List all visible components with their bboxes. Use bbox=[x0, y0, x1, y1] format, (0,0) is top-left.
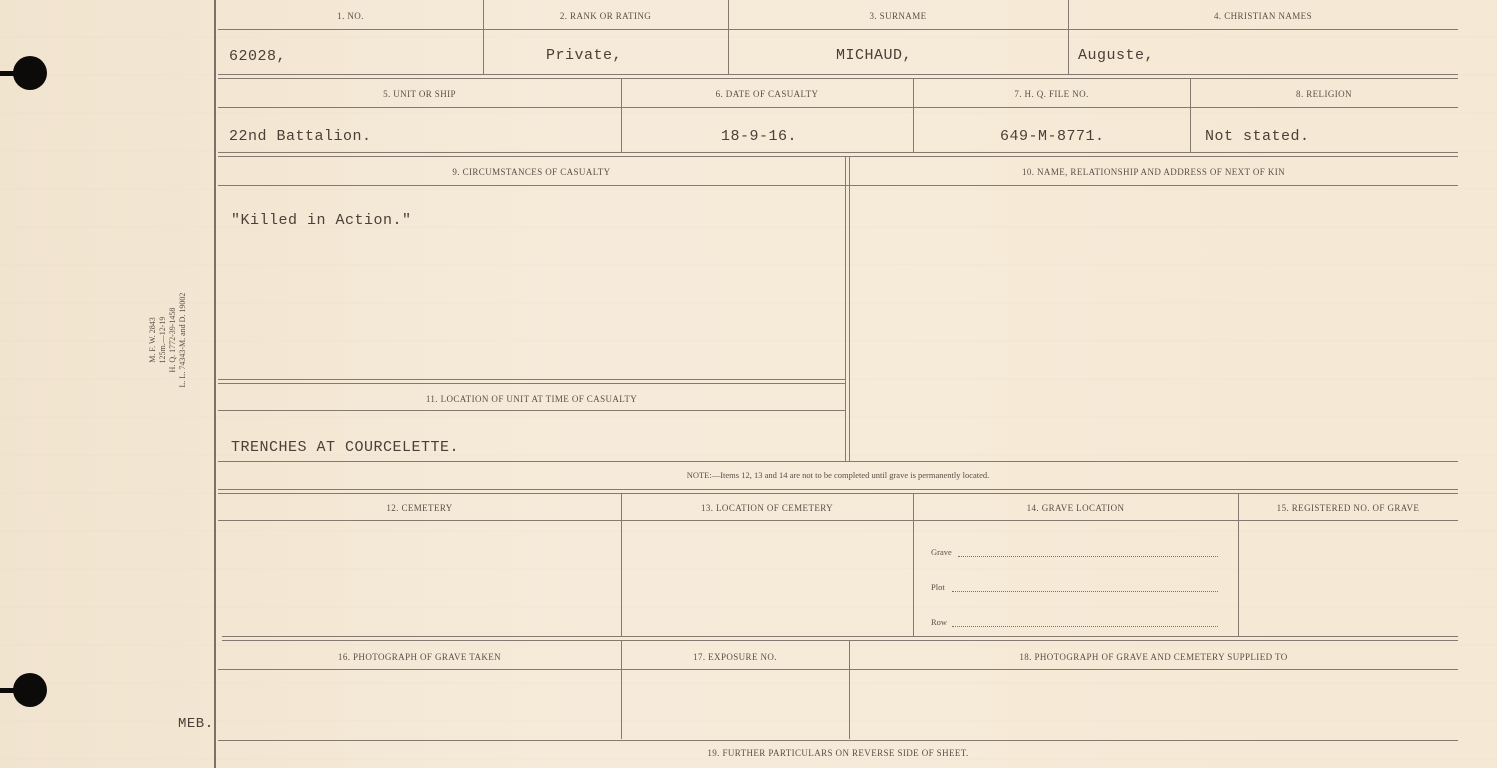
rule bbox=[849, 156, 850, 461]
value-religion: Not stated. bbox=[1205, 128, 1310, 145]
clerk-initials: MEB. bbox=[178, 716, 214, 732]
value-hq-file: 649-M-8771. bbox=[1000, 128, 1105, 145]
value-surname: MICHAUD, bbox=[836, 47, 913, 64]
value-christian-names: Auguste, bbox=[1078, 47, 1155, 64]
value-no: 62028, bbox=[229, 48, 287, 65]
value-circumstances: "Killed in Action." bbox=[231, 212, 412, 229]
header-photo-supplied: 18. PHOTOGRAPH OF GRAVE AND CEMETERY SUPPLIED TO bbox=[1019, 652, 1288, 662]
header-grave-location: 14. GRAVE LOCATION bbox=[1026, 503, 1125, 513]
rule bbox=[218, 410, 845, 411]
dotted-line bbox=[952, 590, 1218, 592]
printer-code-line: H. Q. 1772-39-1458 bbox=[168, 307, 177, 373]
rule bbox=[218, 520, 1458, 521]
header-surname: 3. SURNAME bbox=[869, 11, 927, 21]
header-next-of-kin: 10. NAME, RELATIONSHIP AND ADDRESS OF NEXT OF KIN bbox=[1021, 167, 1286, 177]
rule bbox=[218, 461, 1458, 462]
dotted-line bbox=[958, 555, 1218, 557]
header-location-cemetery: 13. LOCATION OF CEMETERY bbox=[700, 503, 834, 513]
rule bbox=[218, 74, 1458, 79]
header-registered-no: 15. REGISTERED NO. OF GRAVE bbox=[1276, 503, 1420, 513]
printer-code-line: L. L. 74343-M. and D. 19002 bbox=[178, 292, 187, 388]
rule bbox=[218, 29, 1458, 30]
header-no: 1. NO. bbox=[337, 11, 364, 21]
rule bbox=[218, 379, 845, 384]
rule bbox=[621, 493, 622, 636]
header-circumstances: 9. CIRCUMSTANCES OF CASUALTY bbox=[452, 167, 611, 177]
header-christian-names: 4. CHRISTIAN NAMES bbox=[1214, 11, 1312, 21]
rule bbox=[218, 107, 1458, 108]
punch-hole-top bbox=[13, 56, 47, 90]
rule bbox=[845, 156, 846, 461]
header-exposure: 17. EXPOSURE NO. bbox=[693, 652, 777, 662]
header-rank: 2. RANK OR RATING bbox=[559, 11, 652, 21]
header-religion: 8. RELIGION bbox=[1296, 89, 1352, 99]
value-rank: Private, bbox=[546, 47, 623, 64]
rule bbox=[222, 636, 1458, 641]
label-plot: Plot bbox=[931, 582, 945, 592]
rule bbox=[913, 493, 914, 636]
rule bbox=[1238, 493, 1239, 636]
printer-codes bbox=[148, 285, 188, 395]
label-grave: Grave bbox=[931, 547, 952, 557]
header-hq-file: 7. H. Q. FILE NO. bbox=[1014, 89, 1089, 99]
value-unit: 22nd Battalion. bbox=[229, 128, 372, 145]
header-photo-taken: 16. PHOTOGRAPH OF GRAVE TAKEN bbox=[337, 652, 502, 662]
header-cemetery: 12. CEMETERY bbox=[386, 503, 453, 513]
rule bbox=[218, 152, 1458, 157]
label-row: Row bbox=[931, 617, 948, 627]
margin-line bbox=[214, 0, 216, 768]
rule bbox=[218, 489, 1458, 494]
footer-text: 19. FURTHER PARTICULARS ON REVERSE SIDE OF SHEET. bbox=[707, 748, 969, 758]
rule bbox=[218, 185, 1458, 186]
punch-hole-bottom bbox=[13, 673, 47, 707]
value-date: 18-9-16. bbox=[721, 128, 798, 145]
note-text: NOTE:—Items 12, 13 and 14 are not to be completed until grave is permanently located. bbox=[686, 470, 990, 480]
printer-code-line: M. F. W. 2843 bbox=[148, 317, 157, 363]
header-location-unit: 11. LOCATION OF UNIT AT TIME OF CASUALTY bbox=[425, 394, 638, 404]
header-unit: 5. UNIT OR SHIP bbox=[383, 89, 456, 99]
header-date: 6. DATE OF CASUALTY bbox=[715, 89, 819, 99]
dotted-line bbox=[952, 625, 1218, 627]
rule bbox=[218, 669, 1458, 670]
printer-code-line: 125m.—12-19 bbox=[158, 316, 167, 364]
value-location-unit: TRENCHES AT COURCELETTE. bbox=[231, 439, 460, 456]
rule bbox=[218, 740, 1458, 741]
